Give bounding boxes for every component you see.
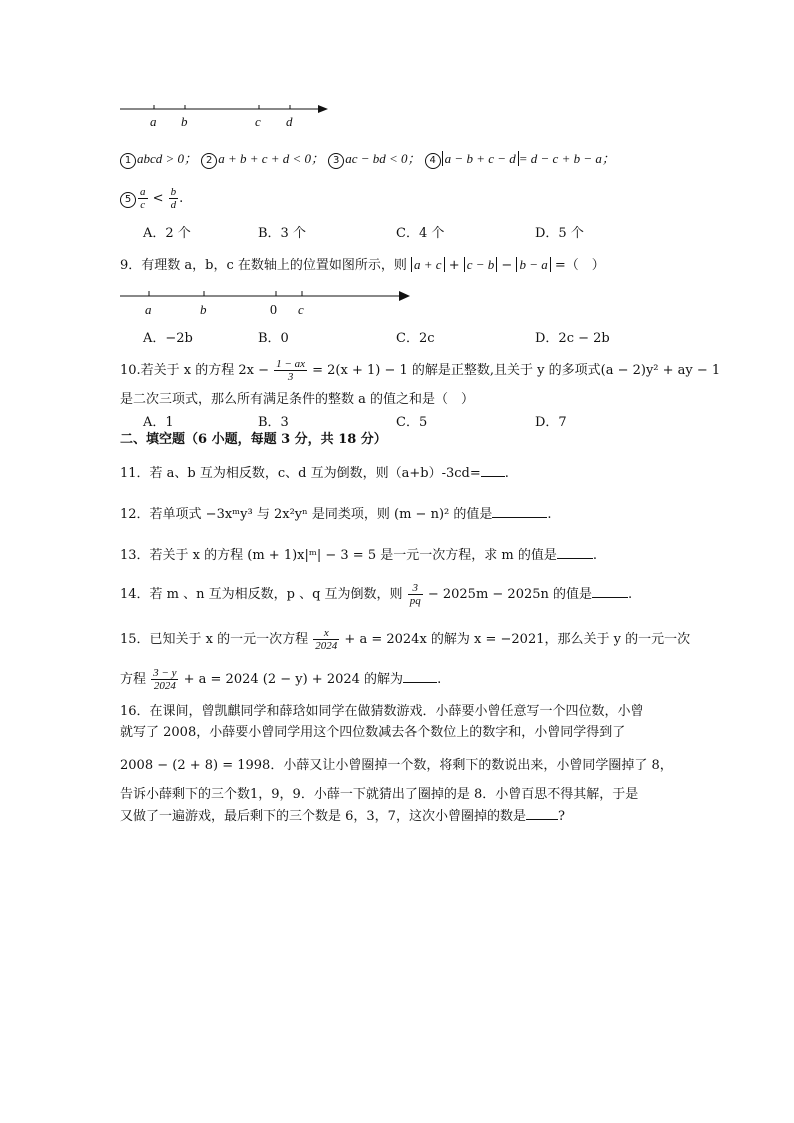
q15-answer-blank[interactable] [403,670,437,683]
q9-question: 9．有理数 a，b，c 在数轴上的位置如图所示，则 a + c + c − b − b − a =（ ） [120,257,605,273]
q8-statements [120,150,615,169]
circle-num-2: 2 [201,153,217,169]
q9-option-a: A．−2b [143,331,193,346]
circle-num-5: 5 [120,192,136,208]
q13-text: 13．若关于 x 的方程 (m + 1)x|ᵐ| − 3 = 5 是一元一次方程，求 m 的值是 [120,548,557,563]
q15-fraction-1: $\frac{x}{2024}$ [315,627,338,652]
q15-text-d: + a = 2024 (2 − y) + 2024 的解为 [183,672,404,687]
fraction-a-c: $\frac{a}{c}$ [140,186,146,211]
q16-answer-blank[interactable] [526,807,558,820]
circle-num-1: 1 [120,153,136,169]
q15-fraction-2: $\frac{3 - y}{2024}$ [153,667,177,692]
fraction-b-d: $\frac{b}{d}$ [170,186,177,211]
q14-answer-blank[interactable] [592,585,628,598]
circle-num-4: 4 [425,153,441,169]
q9-option-c: C．2c [396,331,435,346]
q11: 11．若 a、b 互为相反数，c、d 互为倒数，则（a+b）-3cd= . [120,466,509,481]
nl1-label-c: c [255,114,261,129]
q14-text-a: 14．若 m 、n 互为相反数，p 、q 互为倒数，则 [120,587,403,602]
q15-line-2: 方程 $\frac{3 - y}{2024}$ + a = 2024 (2 − y) + 2024 的解为 . [120,667,442,692]
q10-text-b: = 2(x + 1) − 1 的解是正整数,且关于 y 的多项式(a − 2)y² + ay − 1 [312,363,721,378]
q11-text: 11．若 a、b 互为相反数，c、d 互为倒数，则（a+b）-3cd= [120,466,481,481]
q16-line-1: 16．在课间，曾凯麒同学和薛琀如同学在做猜数游戏．小薛要小曾任意写一个四位数，小曾 [120,704,644,719]
q8-option-d: D．5 个 [535,226,584,241]
q15-line-1 [120,627,690,652]
q15-text-c: 方程 [120,672,147,687]
nl1-label-d: d [286,114,293,129]
q10-text-a: 10.若关于 x 的方程 2x − [120,363,270,378]
q10-option-d: D．7 [535,415,567,430]
nl1-label-b: b [181,114,188,129]
q16-line-4: 告诉小薛剩下的三个数1，9，9．小薛一下就猜出了圈掉的是 8．小曾百思不得其解，于是 [120,787,639,802]
q9-text: 9．有理数 a，b，c 在数轴上的位置如图所示，则 [120,258,407,273]
q16-text: 又做了一遍游戏，最后剩下的三个数是 6，3，7，这次小曾圈掉的数是 [120,809,526,824]
number-line-2 [118,286,418,320]
q8-s4-rest: = d − c + b − a； [518,151,615,166]
q10-option-a: A．1 [143,415,174,430]
nl2-label-a: a [145,302,152,317]
q13: 13．若关于 x 的方程 (m + 1)x|ᵐ| − 3 = 5 是一元一次方程，求 m 的值是 . [120,548,597,563]
q11-answer-blank[interactable] [481,464,505,477]
q16-line-3: 2008 − (2 + 8) = 1998．小薛又让小曾圈掉一个数，将剩下的数说出来，小曾同学圈掉了 8， [120,758,673,773]
nl2-label-c: c [298,302,304,317]
q9-abs-2: c − b [464,257,498,272]
q12: 12．若单项式 −3xᵐy³ 与 2x²yⁿ 是同类项，则 (m − n)² 的值是 . [120,507,552,522]
q14: 14．若 m 、n 互为相反数，p 、q 互为倒数，则 $\frac{3}{pq}$ − 2025m − 2025n 的值是 . [120,582,633,607]
q14-fraction: $\frac{3}{pq}$ [409,582,421,607]
q8-statement-5: 5 $\frac{a}{c}$ < $\frac{b}{d}$ . [120,186,183,211]
q10-option-c: C．5 [396,415,428,430]
q10-fraction: $\frac{1 - ax}{3}$ [276,358,305,383]
q10-option-b: B．3 [258,415,289,430]
q10-line-2: 是二次三项式，那么所有满足条件的整数 a 的值之和是（ ） [120,392,475,407]
q14-text-b: − 2025m − 2025n 的值是 [427,587,593,602]
q9-abs-3: b − a [516,257,550,272]
q10-line-1 [120,358,720,383]
section-fill-in-title: 二、填空题（6 小题，每题 3 分，共 18 分） [120,432,387,447]
q13-answer-blank[interactable] [557,546,593,559]
number-line-1 [118,100,333,130]
q9-option-d: D．2c − 2b [535,331,610,346]
q16-line-5: 又做了一遍游戏，最后剩下的三个数是 6，3，7，这次小曾圈掉的数是 ? [120,809,565,824]
q9-tail: =（ ） [554,258,605,273]
q8-s1: abcd > 0； [137,151,198,166]
q8-option-a: A．2 个 [143,226,191,241]
q8-s2: a + b + c + d < 0； [218,151,325,166]
q16-line-2: 就写了 2008，小薛要小曾同学用这个四位数减去各个数位上的数字和，小曾同学得到了 [120,725,626,740]
q9-abs-1: a + c [411,257,445,272]
nl2-label-b: b [200,302,207,317]
nl1-label-a: a [150,114,157,129]
q8-s3: ac − bd < 0； [345,151,421,166]
circle-num-3: 3 [328,153,344,169]
q15-text-b: + a = 2024x 的解为 x = −2021，那么关于 y 的一元一次 [344,632,691,647]
nl2-label-zero: 0 [270,303,277,318]
q12-answer-blank[interactable] [492,505,547,518]
q8-option-b: B．3 个 [258,226,306,241]
q8-s4-abs: a − b + c − d [442,151,519,166]
q8-option-c: C．4 个 [396,226,445,241]
q15-text-a: 15．已知关于 x 的一元一次方程 [120,632,309,647]
q12-text: 12．若单项式 −3xᵐy³ 与 2x²yⁿ 是同类项，则 (m − n)² 的值是 [120,507,493,522]
q9-option-b: B．0 [258,331,289,346]
